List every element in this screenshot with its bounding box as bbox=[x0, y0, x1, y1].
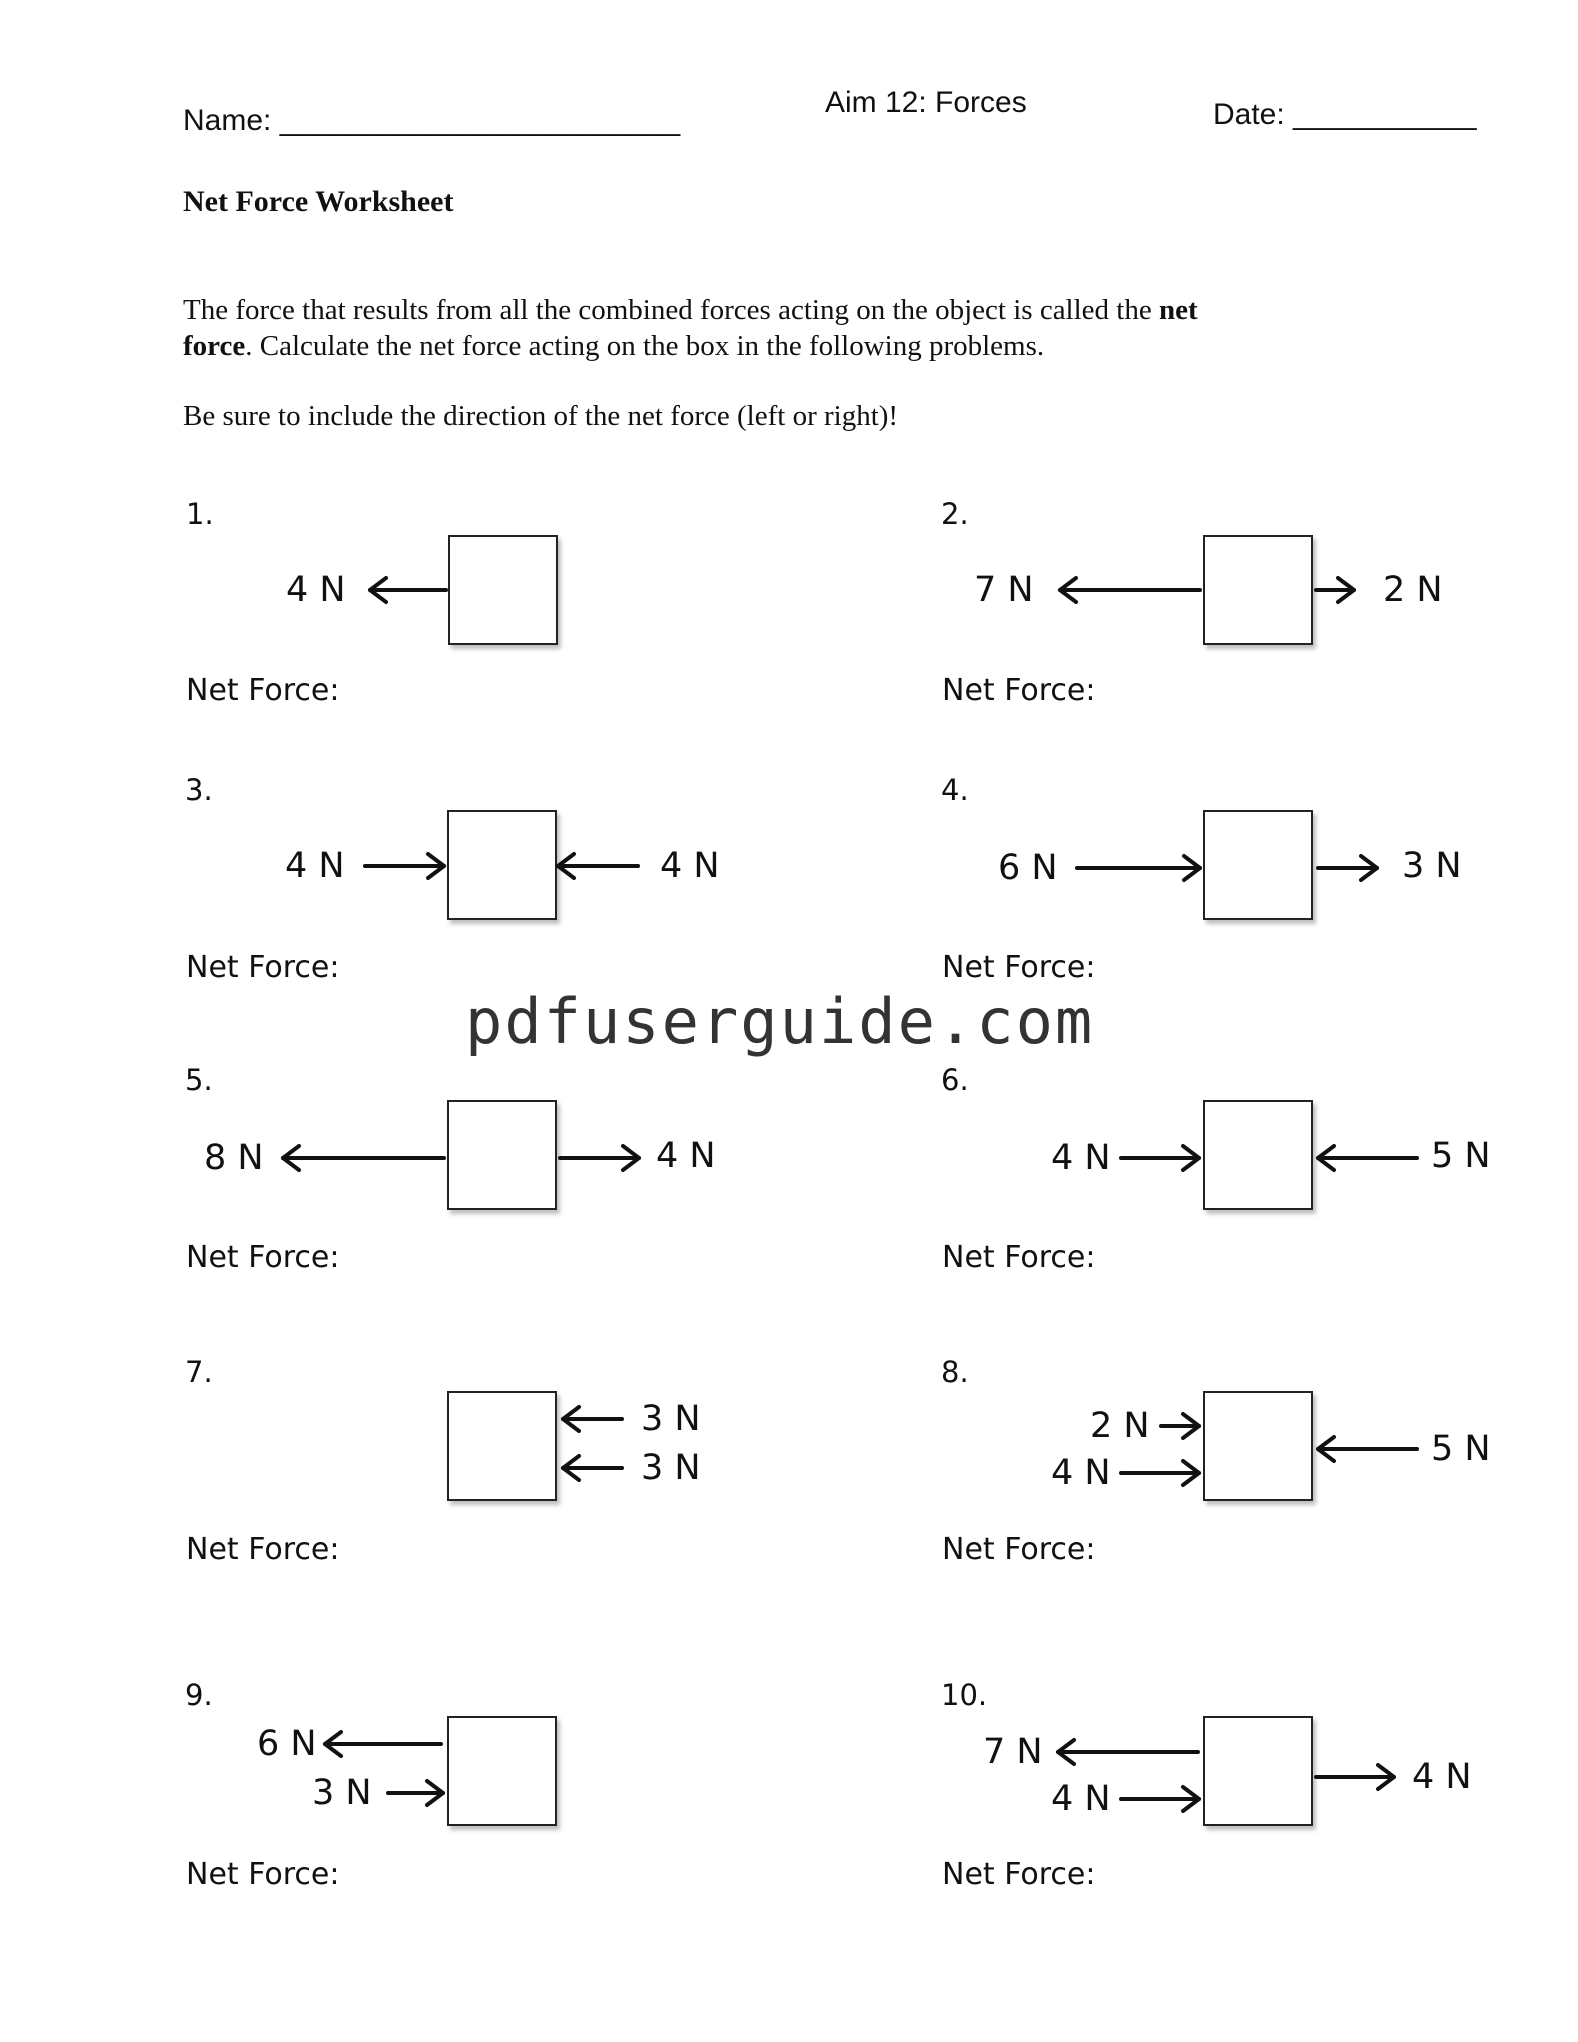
arrow-problem-1-left bbox=[370, 578, 446, 602]
arrow-problem-7-left-a bbox=[563, 1407, 622, 1431]
name-field[interactable]: Name: ________________________ bbox=[183, 104, 681, 137]
net-force-label-9: Net Force: bbox=[186, 1857, 340, 1892]
problem-10-number: 10. bbox=[941, 1678, 988, 1712]
problem-3-number: 3. bbox=[185, 773, 213, 807]
arrow-problem-8-right-b bbox=[1121, 1461, 1199, 1485]
instruction-text: Be sure to include the direction of the net force (left or right)! bbox=[183, 400, 899, 432]
force-label-5b: 4 N bbox=[656, 1136, 716, 1176]
force-label-8a: 2 N bbox=[1090, 1406, 1150, 1446]
problem-4-number: 4. bbox=[941, 773, 969, 807]
date-field[interactable]: Date: ___________ bbox=[1213, 98, 1477, 131]
force-label-4a: 6 N bbox=[998, 848, 1058, 888]
problem-6-number: 6. bbox=[941, 1063, 969, 1097]
force-label-6b: 5 N bbox=[1431, 1136, 1491, 1176]
force-label-10b: 4 N bbox=[1051, 1779, 1111, 1819]
force-label-1a: 4 N bbox=[286, 570, 346, 610]
problem-5-number: 5. bbox=[185, 1063, 213, 1097]
force-label-2a: 7 N bbox=[974, 570, 1034, 610]
net-force-label-7: Net Force: bbox=[186, 1532, 340, 1567]
arrow-problem-3-left bbox=[558, 854, 638, 878]
arrow-problem-10-right-b bbox=[1316, 1765, 1394, 1789]
problem-9-number: 9. bbox=[185, 1678, 213, 1712]
arrow-problem-8-left bbox=[1318, 1437, 1417, 1461]
watermark: pdfuserguide.com bbox=[465, 985, 1095, 1058]
arrow-problem-4-right-b bbox=[1318, 856, 1377, 880]
net-force-label-8: Net Force: bbox=[942, 1532, 1096, 1567]
arrow-problem-5-right bbox=[560, 1146, 639, 1170]
problem-8-number: 8. bbox=[941, 1355, 969, 1389]
force-label-9a: 6 N bbox=[257, 1724, 317, 1764]
arrow-problem-8-right-a bbox=[1161, 1414, 1199, 1438]
aim-title: Aim 12: Forces bbox=[825, 86, 1027, 119]
force-label-8c: 5 N bbox=[1431, 1429, 1491, 1469]
arrow-problem-9-left bbox=[325, 1732, 441, 1756]
arrow-problem-10-right-a bbox=[1121, 1787, 1199, 1811]
intro-bold-net: net bbox=[1158, 294, 1198, 326]
force-label-3b: 4 N bbox=[660, 846, 720, 886]
problem-1-number: 1. bbox=[186, 497, 214, 531]
arrow-problem-9-right bbox=[388, 1781, 443, 1805]
arrow-problem-3-right bbox=[365, 854, 444, 878]
arrow-problem-10-left bbox=[1058, 1740, 1198, 1764]
force-label-7b: 3 N bbox=[641, 1448, 701, 1488]
intro-text-2: . Calculate the net force acting on the box in the following problems. bbox=[245, 330, 1045, 362]
arrow-problem-6-left bbox=[1318, 1146, 1417, 1170]
arrow-problem-7-left-b bbox=[563, 1456, 622, 1480]
force-label-6a: 4 N bbox=[1051, 1138, 1111, 1178]
intro-text-1: The force that results from all the combined forces acting on the object is called the bbox=[183, 294, 1159, 326]
force-label-8b: 4 N bbox=[1051, 1453, 1111, 1493]
problem-2-number: 2. bbox=[941, 497, 969, 531]
net-force-label-5: Net Force: bbox=[186, 1240, 340, 1275]
arrow-problem-2-right bbox=[1316, 578, 1354, 602]
force-label-10a: 7 N bbox=[983, 1732, 1043, 1772]
force-label-4b: 3 N bbox=[1402, 846, 1462, 886]
arrow-problem-4-right-a bbox=[1077, 856, 1200, 880]
force-label-9b: 3 N bbox=[312, 1773, 372, 1813]
force-label-5a: 8 N bbox=[204, 1138, 264, 1178]
force-label-10c: 4 N bbox=[1412, 1757, 1472, 1797]
problem-7-number: 7. bbox=[185, 1355, 213, 1389]
force-label-3a: 4 N bbox=[285, 846, 345, 886]
net-force-label-6: Net Force: bbox=[942, 1240, 1096, 1275]
force-label-7a: 3 N bbox=[641, 1399, 701, 1439]
net-force-label-1: Net Force: bbox=[186, 673, 340, 708]
net-force-label-4: Net Force: bbox=[942, 950, 1096, 985]
net-force-label-10: Net Force: bbox=[942, 1857, 1096, 1892]
force-label-2b: 2 N bbox=[1383, 570, 1443, 610]
arrow-problem-6-right bbox=[1121, 1146, 1199, 1170]
arrow-problem-2-left bbox=[1060, 578, 1200, 602]
intro-bold-force: force bbox=[183, 330, 246, 362]
arrow-problem-5-left bbox=[283, 1146, 444, 1170]
worksheet-title: Net Force Worksheet bbox=[183, 185, 454, 218]
net-force-label-3: Net Force: bbox=[186, 950, 340, 985]
net-force-label-2: Net Force: bbox=[942, 673, 1096, 708]
